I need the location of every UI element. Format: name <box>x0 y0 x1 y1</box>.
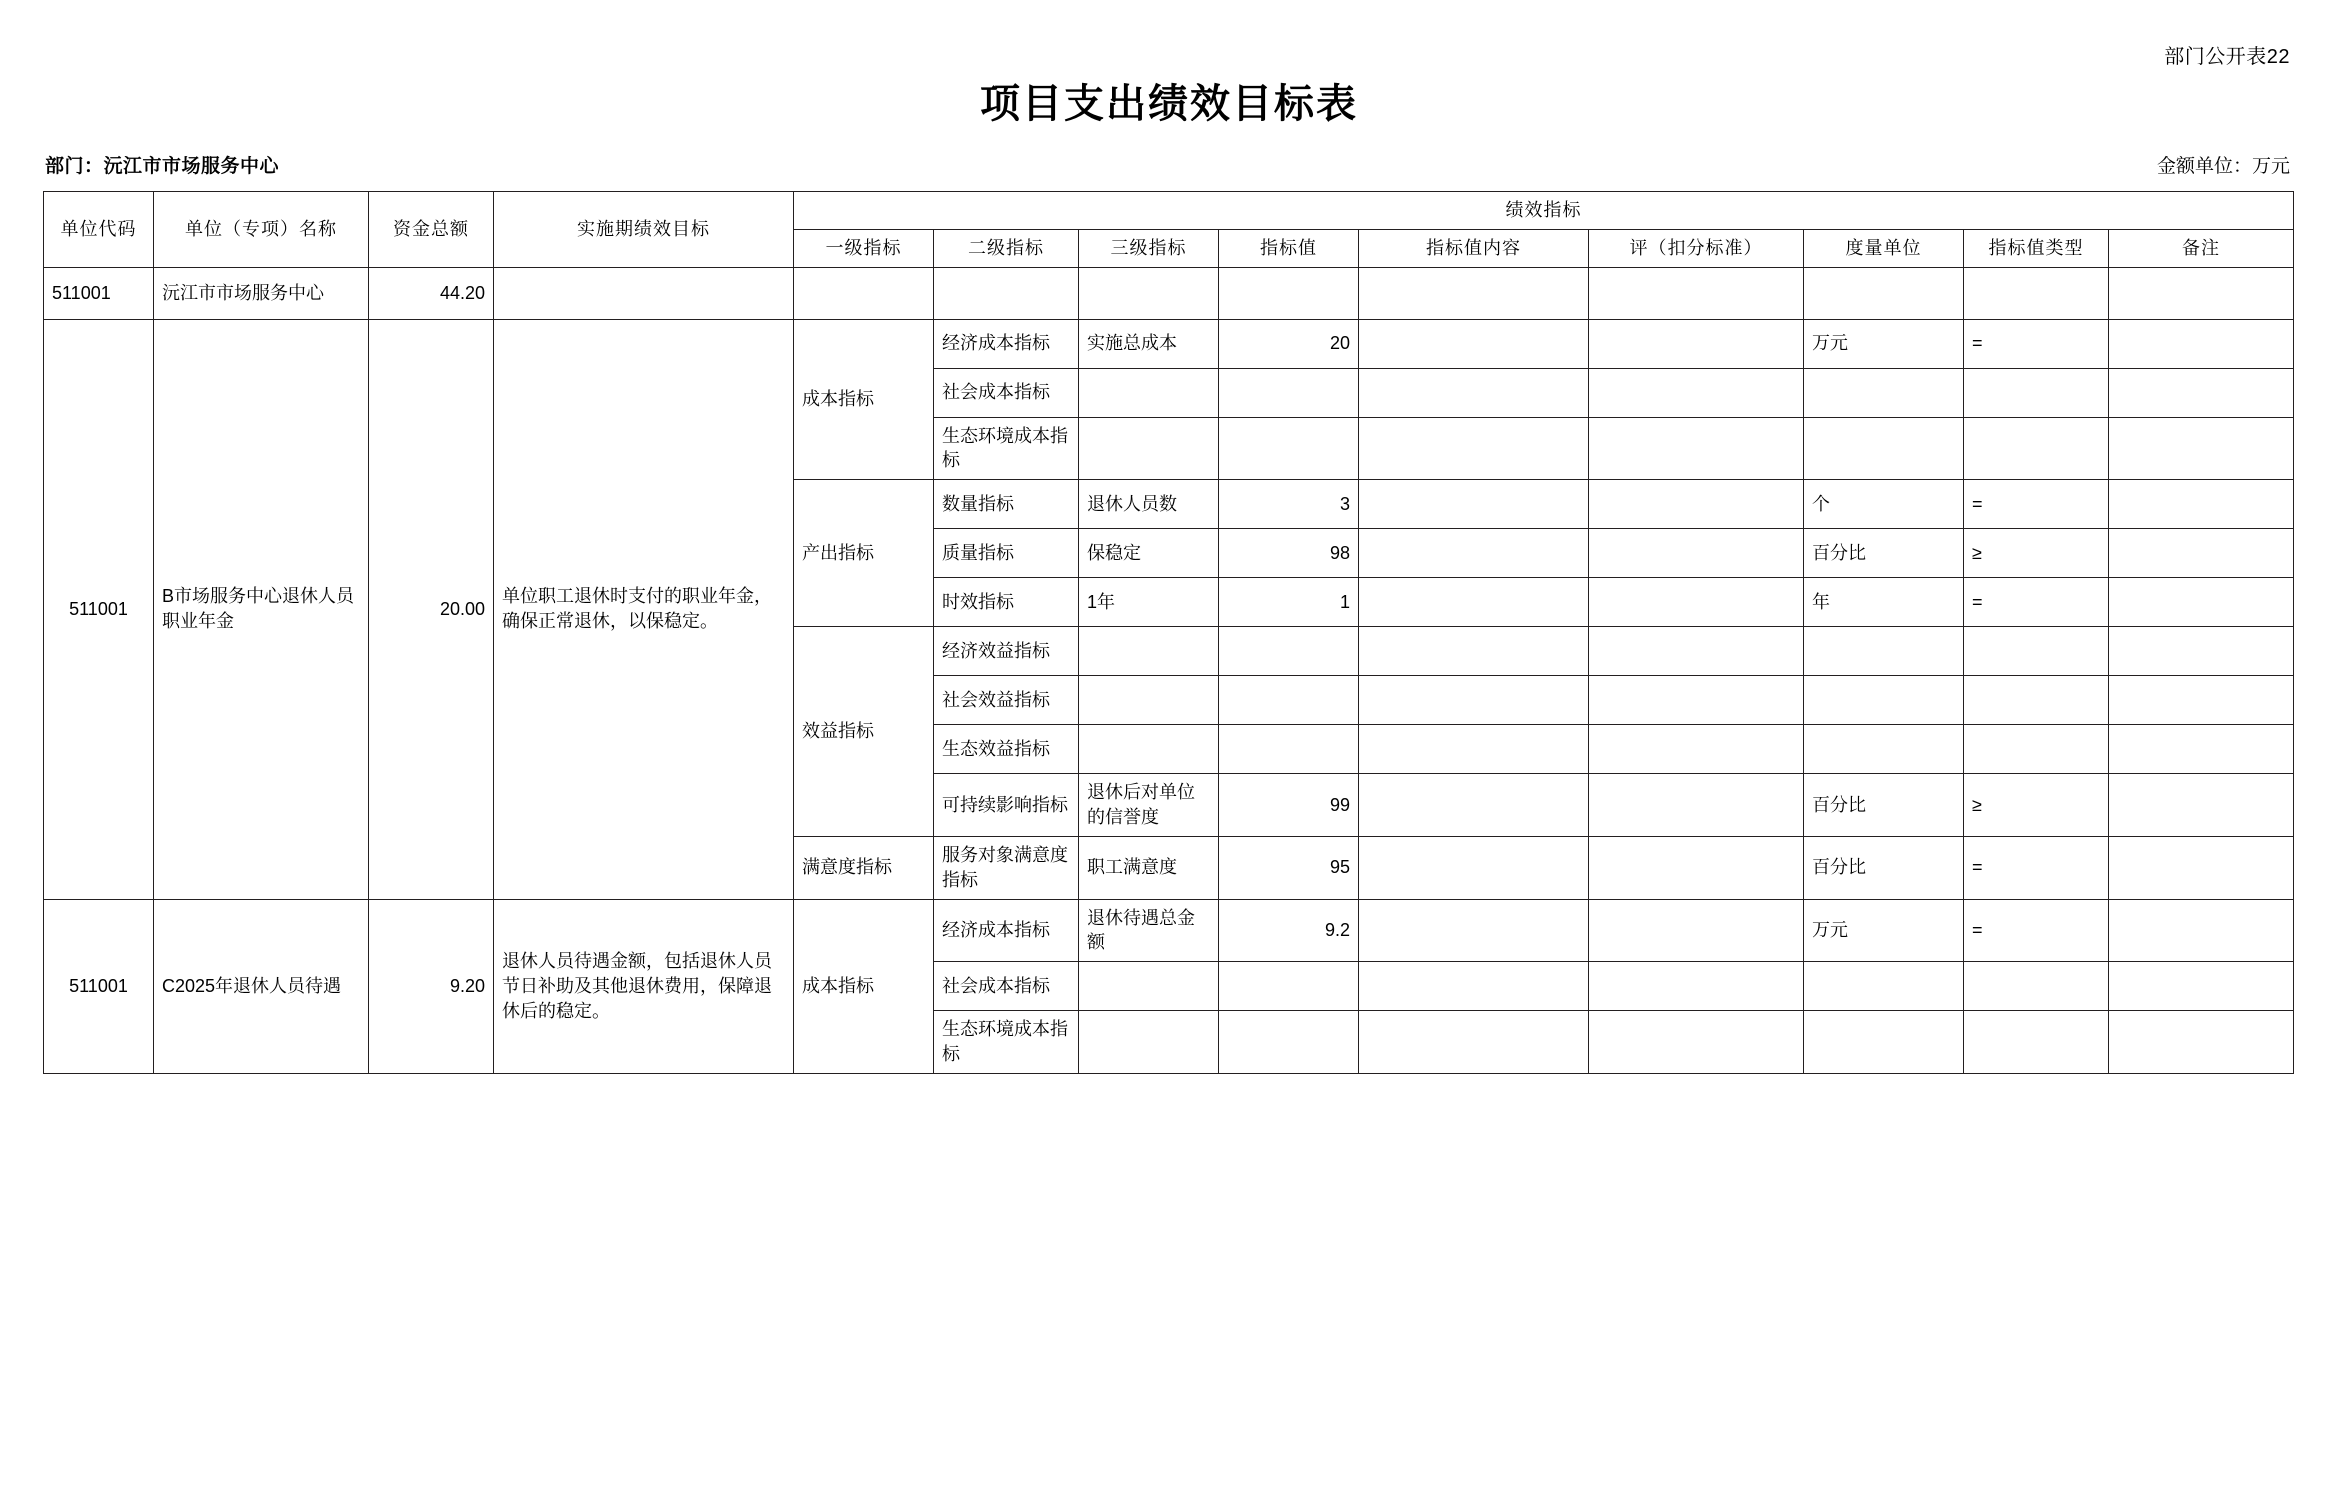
cell-remark <box>2109 836 2294 899</box>
cell-indicator-value-type: = <box>1964 836 2109 899</box>
cell-remark <box>2109 529 2294 578</box>
cell-level2: 服务对象满意度指标 <box>934 836 1079 899</box>
cell-indicator-value-content <box>1359 774 1589 837</box>
cell-level2: 社会效益指标 <box>934 676 1079 725</box>
cell-period-goal <box>494 267 794 319</box>
cell-measure-unit: 个 <box>1804 480 1964 529</box>
cell-level3 <box>1079 962 1219 1011</box>
cell-level1: 产出指标 <box>794 480 934 627</box>
cell-measure-unit <box>1804 368 1964 417</box>
performance-goal-table <box>43 191 2294 1074</box>
cell-indicator-value-content <box>1359 962 1589 1011</box>
cell-score-standard <box>1589 962 1804 1011</box>
col-unit-name: 单位（专项）名称 <box>154 192 369 268</box>
cell-score-standard <box>1589 319 1804 368</box>
cell-score-standard <box>1589 725 1804 774</box>
cell-indicator-value-type: = <box>1964 480 2109 529</box>
cell-level3: 职工满意度 <box>1079 836 1219 899</box>
cell-indicator-value-content <box>1359 1011 1589 1074</box>
col-indicator-value-content: 指标值内容 <box>1359 229 1589 267</box>
cell-level3 <box>1079 1011 1219 1074</box>
cell-level3 <box>1079 725 1219 774</box>
cell-remark <box>2109 676 2294 725</box>
cell-measure-unit: 百分比 <box>1804 836 1964 899</box>
cell-score-standard <box>1589 529 1804 578</box>
cell-indicator-value-content <box>1359 417 1589 480</box>
cell-level3: 实施总成本 <box>1079 319 1219 368</box>
page-title: 项目支出绩效目标表 <box>980 81 1358 126</box>
cell-period-goal: 退休人员待遇金额，包括退休人员节日补助及其他退休费用，保障退休后的稳定。 <box>494 899 794 1073</box>
cell-unit-code: 511001 <box>44 267 154 319</box>
cell-level2: 经济成本指标 <box>934 899 1079 962</box>
cell-level3: 退休待遇总金额 <box>1079 899 1219 962</box>
cell-level1: 满意度指标 <box>794 836 934 899</box>
cell-level2: 社会成本指标 <box>934 368 1079 417</box>
col-level3: 三级指标 <box>1079 229 1219 267</box>
col-level1: 一级指标 <box>794 229 934 267</box>
table-header <box>44 192 2294 268</box>
col-indicator-value-type: 指标值类型 <box>1964 229 2109 267</box>
cell-indicator-value <box>1219 1011 1359 1074</box>
cell-indicator-value-type: = <box>1964 899 2109 962</box>
cell-indicator-value-type: = <box>1964 319 2109 368</box>
cell-period-goal: 单位职工退休时支付的职业年金，确保正常退休，以保稳定。 <box>494 319 794 899</box>
cell-score-standard <box>1589 836 1804 899</box>
cell-level1: 成本指标 <box>794 899 934 1073</box>
col-performance-group: 绩效指标 <box>794 192 2294 230</box>
cell-indicator-value-content <box>1359 725 1589 774</box>
cell-indicator-value-type <box>1964 417 2109 480</box>
cell-indicator-value: 95 <box>1219 836 1359 899</box>
cell-remark <box>2109 774 2294 837</box>
cell-indicator-value: 3 <box>1219 480 1359 529</box>
cell-unit-name: 沅江市市场服务中心 <box>154 267 369 319</box>
cell-level3 <box>1079 368 1219 417</box>
cell-indicator-value-content <box>1359 319 1589 368</box>
cell-measure-unit <box>1804 1011 1964 1074</box>
cell-measure-unit <box>1804 676 1964 725</box>
cell-indicator-value-type <box>1964 676 2109 725</box>
cell-indicator-value-content <box>1359 578 1589 627</box>
cell-level1: 成本指标 <box>794 319 934 480</box>
cell-measure-unit <box>1804 417 1964 480</box>
cell-indicator-value-type <box>1964 725 2109 774</box>
cell-level2: 经济成本指标 <box>934 319 1079 368</box>
cell-remark <box>2109 1011 2294 1074</box>
cell-indicator-value-type <box>1964 627 2109 676</box>
cell-score-standard <box>1589 676 1804 725</box>
cell-score-standard <box>1589 578 1804 627</box>
cell-blank <box>794 267 934 319</box>
cell-level3: 退休人员数 <box>1079 480 1219 529</box>
form-number-label: 部门公开表22 <box>2164 46 2290 68</box>
col-unit-code: 单位代码 <box>44 192 154 268</box>
table-body <box>44 267 2294 1073</box>
cell-score-standard <box>1589 368 1804 417</box>
cell-level1: 效益指标 <box>794 627 934 837</box>
cell-indicator-value <box>1219 725 1359 774</box>
cell-remark <box>2109 578 2294 627</box>
cell-score-standard <box>1589 417 1804 480</box>
cell-indicator-value <box>1219 368 1359 417</box>
cell-score-standard <box>1589 480 1804 529</box>
cell-remark <box>2109 899 2294 962</box>
cell-indicator-value-type <box>1964 962 2109 1011</box>
cell-level2: 时效指标 <box>934 578 1079 627</box>
cell-blank <box>934 267 1079 319</box>
cell-level3: 1年 <box>1079 578 1219 627</box>
cell-remark <box>2109 627 2294 676</box>
cell-unit-name: C2025年退休人员待遇 <box>154 899 369 1073</box>
cell-indicator-value-type: = <box>1964 578 2109 627</box>
cell-remark <box>2109 417 2294 480</box>
cell-indicator-value-content <box>1359 480 1589 529</box>
cell-level2: 可持续影响指标 <box>934 774 1079 837</box>
cell-level2: 生态效益指标 <box>934 725 1079 774</box>
cell-indicator-value: 98 <box>1219 529 1359 578</box>
cell-level3: 退休后对单位的信誉度 <box>1079 774 1219 837</box>
cell-score-standard <box>1589 774 1804 837</box>
cell-indicator-value: 99 <box>1219 774 1359 837</box>
cell-total-funds: 44.20 <box>369 267 494 319</box>
cell-level3: 保稳定 <box>1079 529 1219 578</box>
cell-indicator-value: 9.2 <box>1219 899 1359 962</box>
table-row <box>44 267 2294 319</box>
cell-total-funds: 20.00 <box>369 319 494 899</box>
cell-level2: 经济效益指标 <box>934 627 1079 676</box>
cell-blank <box>2109 267 2294 319</box>
col-remark: 备注 <box>2109 229 2294 267</box>
cell-measure-unit: 年 <box>1804 578 1964 627</box>
cell-measure-unit: 百分比 <box>1804 774 1964 837</box>
col-measure-unit: 度量单位 <box>1804 229 1964 267</box>
cell-indicator-value <box>1219 962 1359 1011</box>
table-row <box>44 319 2294 368</box>
cell-level3 <box>1079 627 1219 676</box>
header-row-1 <box>44 192 2294 230</box>
col-total-funds: 资金总额 <box>369 192 494 268</box>
cell-measure-unit: 百分比 <box>1804 529 1964 578</box>
cell-remark <box>2109 962 2294 1011</box>
cell-measure-unit: 万元 <box>1804 319 1964 368</box>
cell-indicator-value <box>1219 417 1359 480</box>
cell-remark <box>2109 368 2294 417</box>
cell-indicator-value-type: ≥ <box>1964 774 2109 837</box>
cell-measure-unit <box>1804 627 1964 676</box>
col-indicator-value: 指标值 <box>1219 229 1359 267</box>
cell-blank <box>1079 267 1219 319</box>
cell-level2: 生态环境成本指标 <box>934 1011 1079 1074</box>
cell-indicator-value-type <box>1964 368 2109 417</box>
cell-indicator-value-content <box>1359 368 1589 417</box>
cell-measure-unit <box>1804 962 1964 1011</box>
cell-indicator-value-content <box>1359 529 1589 578</box>
cell-blank <box>1359 267 1589 319</box>
department-label: 部门：沅江市市场服务中心 <box>45 156 280 177</box>
col-period-goal: 实施期绩效目标 <box>494 192 794 268</box>
cell-indicator-value-type <box>1964 1011 2109 1074</box>
cell-blank <box>1964 267 2109 319</box>
cell-level3 <box>1079 676 1219 725</box>
cell-indicator-value-content <box>1359 627 1589 676</box>
cell-level2: 数量指标 <box>934 480 1079 529</box>
cell-score-standard <box>1589 627 1804 676</box>
cell-score-standard <box>1589 1011 1804 1074</box>
cell-remark <box>2109 319 2294 368</box>
cell-indicator-value: 1 <box>1219 578 1359 627</box>
cell-measure-unit: 万元 <box>1804 899 1964 962</box>
cell-remark <box>2109 480 2294 529</box>
meta-row <box>40 151 2298 191</box>
cell-level3 <box>1079 417 1219 480</box>
cell-level2: 生态环境成本指标 <box>934 417 1079 480</box>
cell-level2: 社会成本指标 <box>934 962 1079 1011</box>
cell-blank <box>1589 267 1804 319</box>
cell-score-standard <box>1589 899 1804 962</box>
cell-indicator-value-content <box>1359 836 1589 899</box>
cell-unit-code: 511001 <box>44 899 154 1073</box>
cell-indicator-value-content <box>1359 899 1589 962</box>
cell-unit-code: 511001 <box>44 319 154 899</box>
cell-indicator-value-content <box>1359 676 1589 725</box>
cell-remark <box>2109 725 2294 774</box>
cell-indicator-value <box>1219 676 1359 725</box>
cell-indicator-value-type: ≥ <box>1964 529 2109 578</box>
cell-blank <box>1804 267 1964 319</box>
cell-unit-name: B市场服务中心退休人员职业年金 <box>154 319 369 899</box>
amount-unit-label: 金额单位：万元 <box>2156 156 2290 177</box>
col-score-standard: 评（扣分标准） <box>1589 229 1804 267</box>
cell-measure-unit <box>1804 725 1964 774</box>
cell-indicator-value: 20 <box>1219 319 1359 368</box>
cell-total-funds: 9.20 <box>369 899 494 1073</box>
cell-indicator-value <box>1219 627 1359 676</box>
col-level2: 二级指标 <box>934 229 1079 267</box>
cell-blank <box>1219 267 1359 319</box>
cell-level2: 质量指标 <box>934 529 1079 578</box>
table-row <box>44 899 2294 962</box>
